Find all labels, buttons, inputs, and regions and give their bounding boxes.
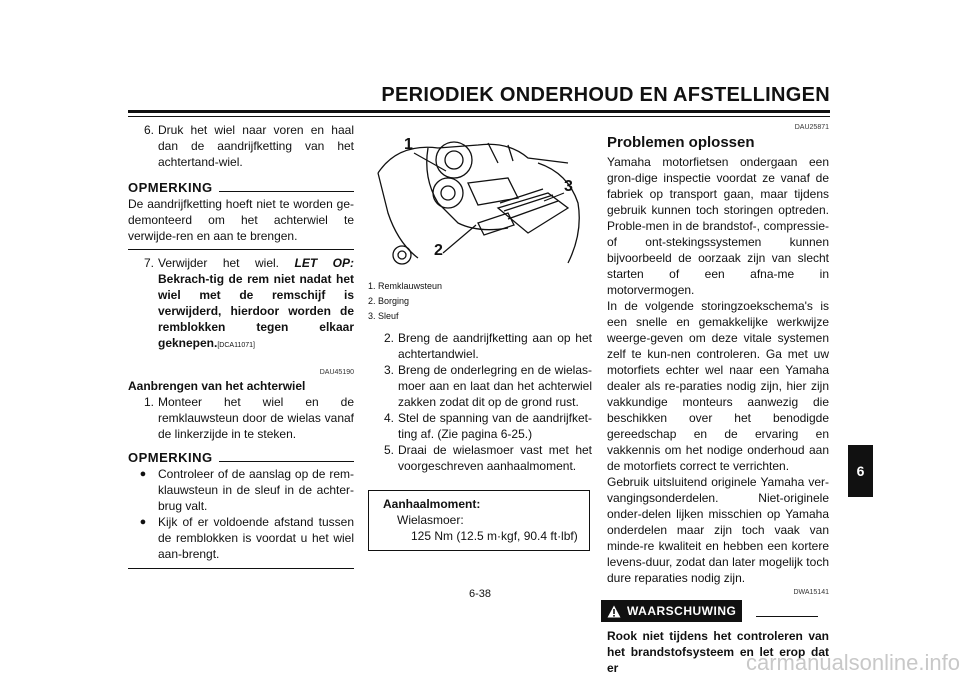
step-7 — [128, 255, 354, 354]
brake-caliper-drawing — [368, 123, 592, 273]
step-2 — [368, 330, 592, 362]
step-number: 2. — [383, 331, 394, 345]
callout-2: 2 — [434, 242, 443, 259]
opmerking-text: De aandrijfketting hoeft niet te worden ge-demonteerd om het achterwiel te verwijde-ren en aan te brengen. — [128, 197, 354, 243]
step-number: 4. — [383, 411, 394, 425]
left-column — [128, 122, 354, 574]
step-text: Monteer het wiel en de remklauwsteun door de wielas vanaf de linkerzijde in te steken. — [158, 395, 354, 441]
watermark: carmanualsonline.info — [745, 650, 960, 675]
step-number: 3. — [383, 363, 394, 377]
caption-item: 2. Borging — [368, 296, 410, 306]
paragraph: In de volgende storingzoekschema's is een snelle en gemakkelijke werkwijze weerge-geven om deze vitale systemen zelf te kun-nen controleren. Ga met uw motorfiets echter wel naar een Yamaha dealer als re-paraties nodig zijn, hier zijn vakkundige monteurs aanwezig die beschikken over het benodigde gereedschap en de ervaring en vakkennis om het nodige onderhoud aan de motorfiets correct te verrichten. — [607, 299, 829, 473]
step-number: 6. — [143, 123, 154, 137]
step-4 — [368, 410, 592, 442]
warning-code: DWA15141 — [793, 589, 829, 596]
opmerking-rule — [219, 191, 354, 192]
header-rule — [128, 110, 830, 113]
divider — [128, 249, 354, 250]
section-heading: Problemen oplossen — [607, 134, 755, 151]
opmerking-rule — [219, 461, 354, 462]
step-7-text: Verwijder het wiel. — [158, 256, 280, 270]
warning-text: Rook niet tijdens het controleren van het brandstofsysteem en let erop dat er — [607, 629, 829, 675]
caution-code: [DCA11071] — [217, 342, 255, 349]
opmerking-label: OPMERKING — [128, 180, 213, 195]
torque-item: Wielasmoer: — [397, 513, 464, 527]
warning-header — [607, 600, 829, 622]
divider — [128, 568, 354, 569]
paragraph: Yamaha motorfietsen ondergaan een gron-dige inspectie voordat ze vanaf de fabriek op transport gaan, maar tijdens gebruik kunnen toch storingen optreden. Proble-men in de brandstof-, compressie- of ont-stekingssystemen kunnen bijvoorbeeld de oorzaak zijn van slecht starten of een afna-me in motorvermogen. — [607, 155, 829, 297]
opmerking-label: OPMERKING — [128, 450, 213, 465]
middle-column — [368, 123, 592, 551]
bullet-icon: ● — [139, 516, 147, 528]
callout-3: 3 — [564, 178, 573, 195]
caption-item: 1. Remklauwsteun — [368, 281, 443, 291]
step-5 — [368, 442, 592, 474]
step-text — [158, 255, 354, 354]
warning-badge — [601, 600, 742, 622]
warning-rule — [756, 616, 818, 617]
bullet-item — [128, 514, 354, 562]
torque-title: Aanhaalmoment: — [383, 497, 481, 511]
opmerking-header — [128, 450, 354, 466]
section-title: Aanbrengen van het achterwiel — [128, 379, 306, 393]
warning-triangle-icon — [607, 605, 621, 618]
callout-1: 1 — [404, 136, 413, 153]
right-column — [607, 123, 829, 676]
torque-box — [368, 490, 590, 551]
caution-text: Bekrach-tig de rem niet nadat het wiel met de remschijf is verwijderd, hierdoor worden de remblokken tegen elkaar geknepen. — [158, 272, 354, 350]
chapter-tab: 6 — [848, 445, 873, 497]
paragraph: Gebruik uitsluitend originele Yamaha ver-vangingsonderdelen. Niet-originele onder-delen lijken misschien op Yamaha onderdelen maar zijn toch vaak van minde-re kwaliteit en hebben een kortere levens-duur, zodat dan later mogelijk toch dure reparaties nodig zijn. — [607, 475, 829, 585]
step-number: 5. — [383, 443, 394, 457]
section-code: DAU45190 — [319, 369, 354, 376]
bullet-icon: ● — [139, 468, 147, 480]
bullet-item — [128, 466, 354, 514]
step-number: 7. — [143, 256, 154, 270]
step-text: Breng de aandrijfketting aan op het achtertandwiel. — [398, 331, 592, 361]
step-number: 1. — [143, 395, 154, 409]
torque-value: 125 Nm (12.5 m·kgf, 90.4 ft·lbf) — [411, 529, 578, 543]
warning-label: WAARSCHUWING — [627, 604, 737, 618]
step-text: Stel de spanning van de aandrijfket-ting af. (Zie pagina 6-25.) — [398, 411, 592, 441]
step-1 — [128, 394, 354, 442]
caption-item: 3. Sleuf — [368, 311, 399, 321]
step-text: Druk het wiel naar voren en haal dan de aandrijfketting van het achtertand-wiel. — [158, 123, 354, 169]
figure-captions — [368, 279, 592, 324]
let-op-label: LET OP: — [294, 256, 354, 270]
step-text: Breng de onderlegring en de wielas-moer aan en laat dan het achterwiel zakken zodat dit op de grond rust. — [398, 363, 592, 409]
page-number: 6-38 — [468, 588, 492, 600]
section-code: DAU25871 — [794, 124, 829, 131]
step-3 — [368, 362, 592, 410]
opmerking-header — [128, 180, 354, 196]
brake-illustration — [368, 123, 592, 273]
bullet-text: Controleer of de aanslag op de rem-klauwsteun in de sleuf in de achter-brug valt. — [158, 467, 354, 513]
step-6 — [128, 122, 354, 170]
bullet-text: Kijk of er voldoende afstand tussen de remblokken is voordat u het wiel aan-brengt. — [158, 515, 354, 561]
header-rule-thin — [128, 116, 830, 117]
step-text: Draai de wielasmoer vast met het voorgeschreven aanhaalmoment. — [398, 443, 592, 473]
page-title: PERIODIEK ONDERHOUD EN AFSTELLINGEN — [381, 84, 830, 106]
